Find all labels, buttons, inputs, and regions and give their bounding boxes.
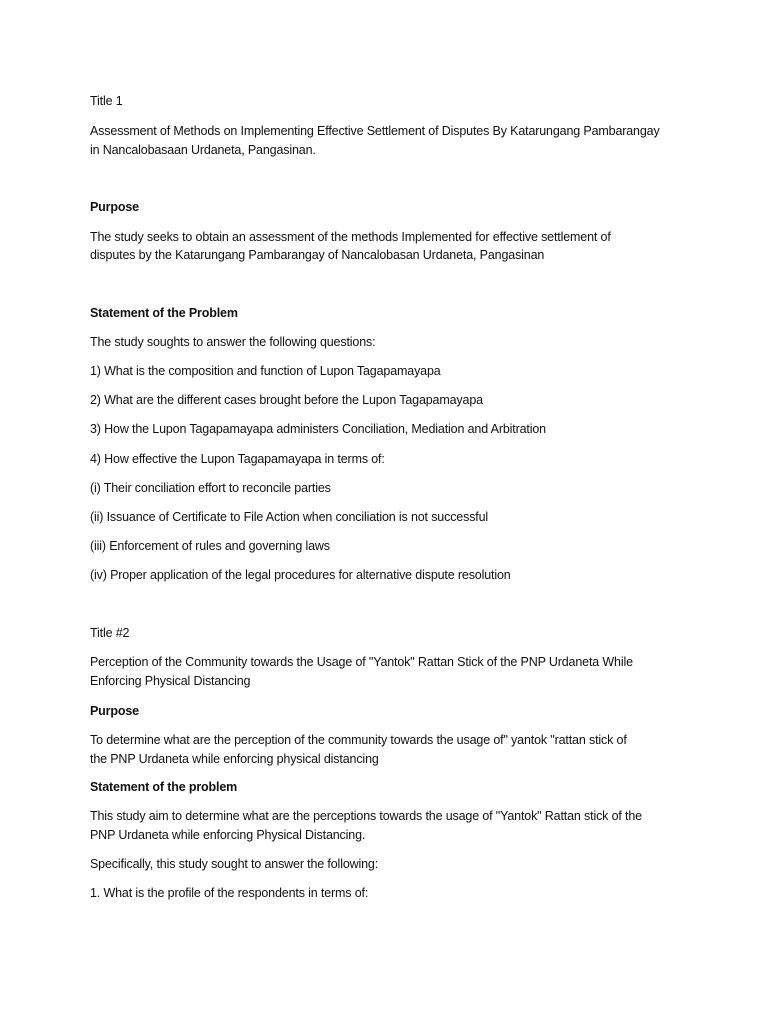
section1-purpose-line2: disputes by the Katarungang Pambarangay of Nancalobasan Urdaneta, Pangasinan	[90, 248, 545, 262]
section2-problem-line2: PNP Urdaneta while enforcing Physical Distancing.	[90, 828, 366, 842]
section2-title: Title #2	[90, 626, 130, 640]
section1-title: Title 1	[90, 94, 123, 108]
section2-specific-intro: Specifically, this study sought to answer the following:	[90, 857, 379, 871]
section2-topic-line2: Enforcing Physical Distancing	[90, 674, 251, 688]
section2-topic-line1: Perception of the Community towards the Usage of "Yantok" Rattan Stick of the PNP Urdaneta While	[90, 655, 633, 669]
section1-topic-line2: in Nancalobasaan Urdaneta, Pangasinan.	[90, 143, 316, 157]
section2-problem-heading: Statement of the problem	[90, 780, 238, 794]
section1-problem-heading: Statement of the Problem	[90, 306, 238, 320]
question-item: 4) How effective the Lupon Tagapamayapa in terms of:	[90, 452, 385, 466]
question-item: 3) How the Lupon Tagapamayapa administers Conciliation, Mediation and Arbitration	[90, 422, 546, 436]
sub-item: (i) Their conciliation effort to reconcile parties	[90, 481, 331, 495]
question-item: 1) What is the composition and function of Lupon Tagapamayapa	[90, 364, 441, 378]
section2-question1: 1. What is the profile of the respondents in terms of:	[90, 886, 369, 900]
section2-purpose-line2: the PNP Urdaneta while enforcing physical distancing	[90, 752, 379, 766]
question-item: 2) What are the different cases brought before the Lupon Tagapamayapa	[90, 393, 483, 407]
section2-problem-line1: This study aim to determine what are the perceptions towards the usage of "Yantok" Rattan stick of the	[90, 809, 642, 823]
section2-purpose-line1: To determine what are the perception of the community towards the usage of" yantok "rattan stick of	[90, 733, 627, 747]
section1-purpose-line1: The study seeks to obtain an assessment of the methods Implemented for effective settlement of	[90, 230, 611, 244]
sub-item: (iv) Proper application of the legal procedures for alternative dispute resolution	[90, 568, 511, 582]
sub-item: (ii) Issuance of Certificate to File Action when conciliation is not successful	[90, 510, 489, 524]
sub-item: (iii) Enforcement of rules and governing laws	[90, 539, 330, 553]
section1-topic-line1: Assessment of Methods on Implementing Effective Settlement of Disputes By Katarungang Pambarangay	[90, 124, 660, 138]
section2-purpose-heading: Purpose	[90, 704, 139, 718]
section1-problem-intro: The study soughts to answer the following questions:	[90, 335, 376, 349]
section1-purpose-heading: Purpose	[90, 200, 139, 214]
